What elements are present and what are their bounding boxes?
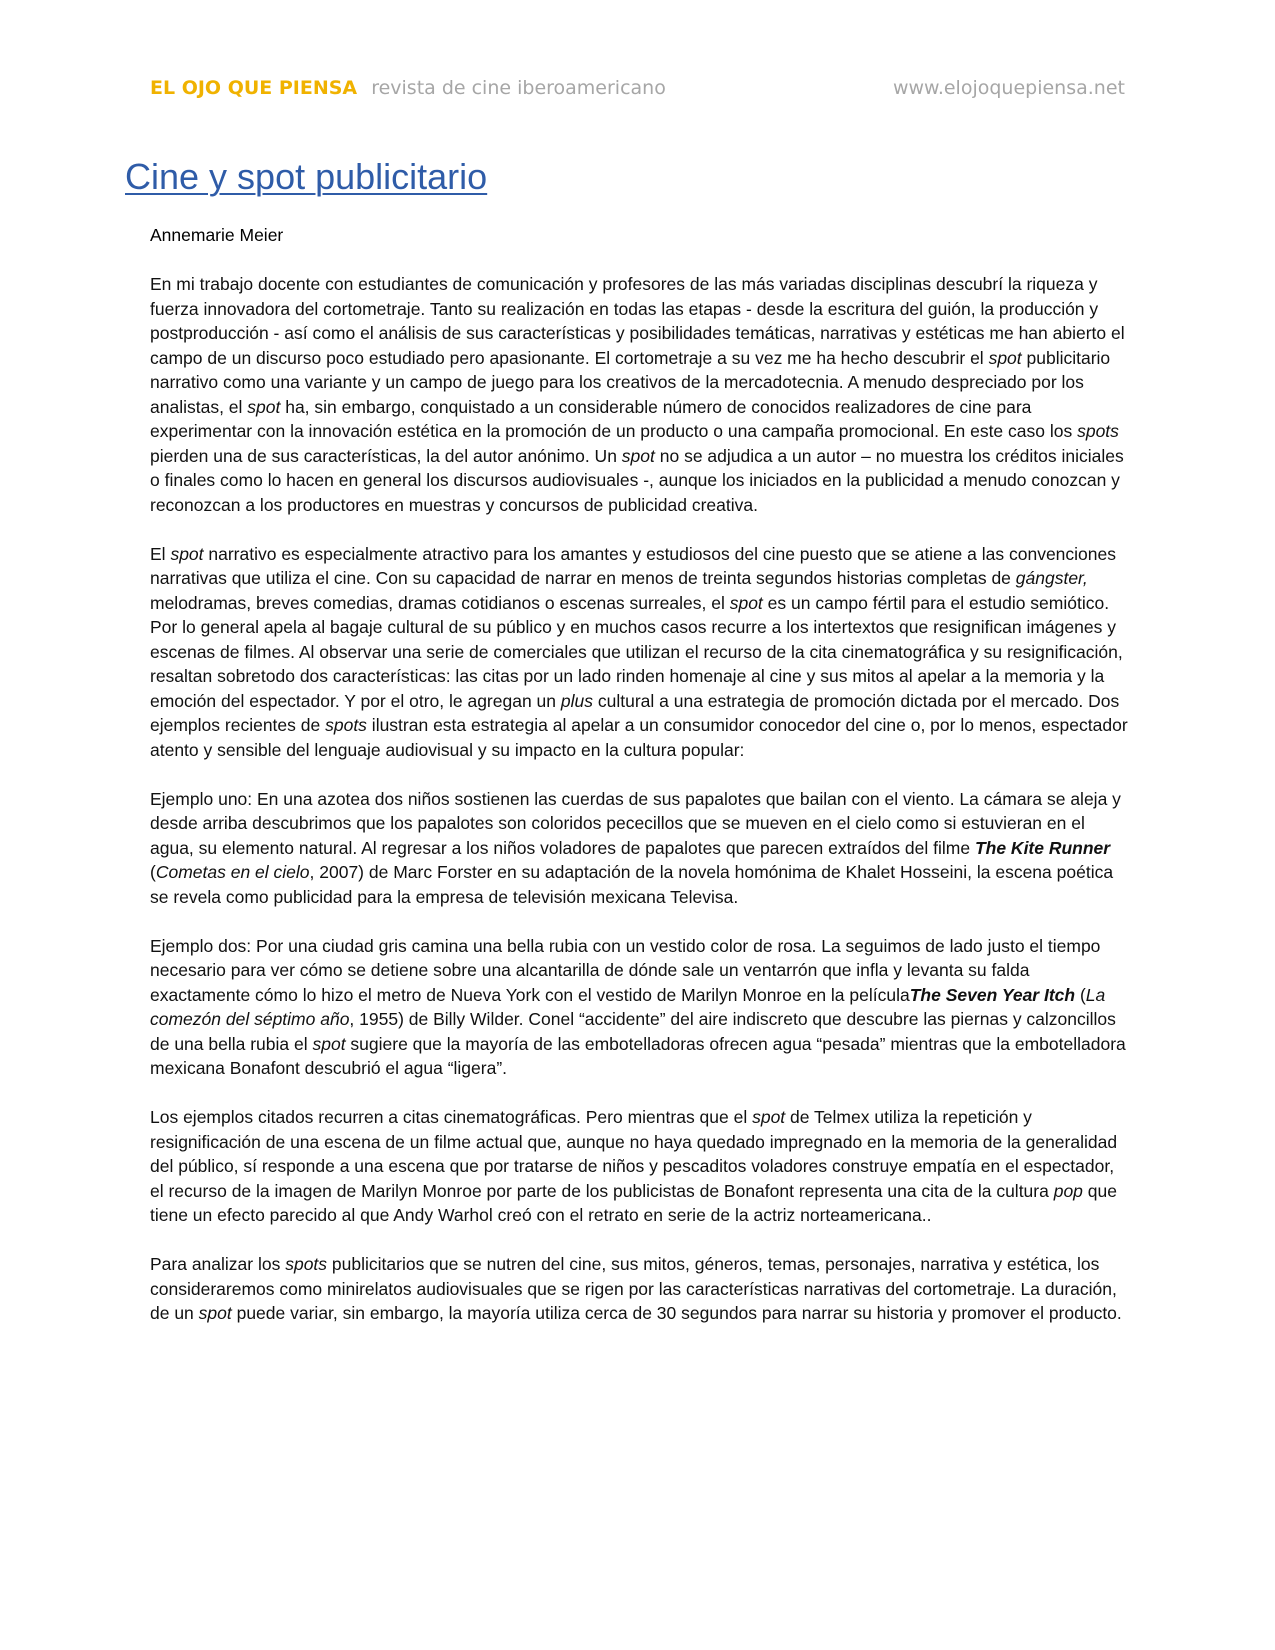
paragraph-text: no se adjudica a un autor – no muestra los créditos iniciales o finales como lo hacen en general los discursos audiovisuales -, aunque los iniciados en la publicidad a menudo conozcan y reconozcan a los productores en muestras y concursos de publicidad creativa. [150, 445, 1124, 515]
paragraph-text: , 1955) de Billy Wilder. Conel “accidente” del aire indiscreto que descubre las piernas y calzoncillos de una bella rubia el [150, 1009, 1116, 1054]
paragraph-text: ha, sin embargo, conquistado a un considerable número de conocidos realizadores de cine para experimentar con la innovación estética en la promoción de un producto o una campaña promocional. En este caso los [150, 396, 1078, 441]
paragraph-text: , 2007) de Marc Forster en su adaptación de la novela homónima de Khalet Hosseini, la escena poética se revela como publicidad para la empresa de televisión mexicana Televisa. [150, 862, 1114, 907]
article-paragraph [150, 1252, 1130, 1326]
paragraph-text: puede variar, sin embargo, la mayoría utiliza cerca de 30 segundos para narrar su historia y promover el producto. [231, 1303, 1122, 1323]
paragraph-text: de Telmex utiliza la repetición y resignificación de una escena de un filme actual que, aunque no haya quedado impregnado en la memoria de la generalidad del público, sí responde a una escena que por tratarse de niños y pescaditos voladores construye empatía en el espectador, el recurso de la imagen de Marilyn Monroe por parte de los publicistas de Bonafont representa una cita de la cultura [150, 1107, 1118, 1201]
paragraph-text: ( [1075, 984, 1086, 1005]
paragraph-text: es un campo fértil para el estudio semiótico. Por lo general apela al bagaje cultural de su público y en muchos casos recurre a los intertextos que resignifican imágenes y escenas de filmes. Al observar una serie de comerciales que utilizan el recurso de la cita cinematográfica y su resignificación, resaltan sobretodo dos características: las citas por un lado rinden homenaje al cine y sus mitos al apelar a la memoria y la emoción del espectador. Y por el otro, le agregan un [150, 592, 1123, 711]
emphasized-text: spot [198, 1303, 232, 1323]
paragraph-text: ( [150, 862, 156, 882]
emphasized-text: Cometas en el cielo [155, 862, 310, 882]
paragraph-text: melodramas, breves comedias, dramas cotidianos o escenas surreales, el [150, 592, 730, 613]
emphasized-text: spot [729, 592, 763, 613]
magazine-tagline: revista de cine iberoamericano [371, 77, 666, 99]
paragraph-text: Los ejemplos citados recurren a citas cinematográficas. Pero mientras que el [150, 1107, 753, 1127]
emphasized-text: gángster, [1015, 568, 1088, 588]
paragraph-text: publicitarios que se nutren del cine, sus mitos, géneros, temas, personajes, narrativa y estética, los consideraremos como minirelatos audiovisuales que se rigen por las características narrativas del cortometraje. La duración, de un [150, 1254, 1117, 1323]
paragraph-text: Para analizar los [150, 1254, 286, 1274]
paragraph-text: sugiere que la mayoría de las embotelladoras ofrecen agua “pesada” mientras que la embotelladora mexicana Bonafont descubrió el agua “ligera”. [150, 1033, 1126, 1078]
emphasized-text: plus [560, 690, 593, 711]
paragraph-text: En mi trabajo docente con estudiantes de comunicación y profesores de las más variadas disciplinas descubrí la riqueza y fuerza innovadora del cortometraje. Tanto su realización en todas las etapas - desde la escritura del guión, la producción y postproducción - así como el análisis de sus características y posibilidades temáticas, narrativas y estéticas me han abierto el campo de un discurso poco estudiado pero apasionante. El cortometraje a su vez me ha hecho descubrir el [150, 274, 1125, 368]
paragraph-text: pierden una de sus características, la del autor anónimo. Un [150, 445, 622, 466]
emphasized-text: spot [621, 445, 655, 466]
emphasized-text: spot [312, 1033, 346, 1054]
emphasized-text: pop [1053, 1180, 1083, 1201]
paragraph-text: que tiene un efecto parecido al que Andy Warhol creó con el retrato en serie de la actriz norteamericana.. [150, 1180, 1117, 1225]
paragraph-text: publicitario narrativo como una variante y un campo de juego para los creativos de la mercadotecnia. A menudo despreciado por los analistas, el [150, 347, 1111, 417]
article-paragraph [150, 1105, 1130, 1228]
article-paragraph [150, 542, 1130, 763]
emphasized-text: spots [285, 1254, 328, 1274]
paragraph-text: cultural a una estrategia de promoción dictada por el mercado. Dos ejemplos recientes de [150, 690, 1120, 735]
emphasized-text: La comezón del séptimo año [150, 984, 1106, 1029]
emphasized-text: spots [325, 715, 367, 735]
article-paragraph [150, 787, 1130, 910]
article-title[interactable]: Cine y spot publicitario [125, 156, 488, 197]
magazine-url[interactable]: www.elojoquepiensa.net [892, 77, 1125, 99]
paragraph-text: narrativo es especialmente atractivo para los amantes y estudiosos del cine puesto que se atiene a las convenciones narrativas que utiliza el cine. Con su capacidad de narrar en menos de treinta segundos historias completas de [150, 543, 1116, 588]
emphasized-text: spot [247, 396, 281, 417]
paragraph-text: ilustran esta estrategia al apelar a un consumidor conocedor del cine o, por lo menos, espectador atento y sensible del lenguaje audiovisual y su impacto en la cultura popular: [150, 715, 1128, 760]
emphasized-text: The Kite Runner [974, 837, 1111, 858]
article-body [150, 272, 1130, 1350]
article-author: Annemarie Meier [150, 225, 284, 245]
magazine-header [150, 75, 666, 101]
article-paragraph [150, 272, 1130, 517]
article-paragraph [150, 934, 1130, 1081]
emphasized-text: spots [1077, 421, 1119, 441]
emphasized-text: spot [170, 543, 204, 564]
emphasized-text: spot [752, 1107, 786, 1127]
paragraph-text: El [150, 543, 171, 564]
paragraph-text: Ejemplo uno: En una azotea dos niños sostienen las cuerdas de sus papalotes que bailan con el viento. La cámara se aleja y desde arriba descubrimos que los papalotes son coloridos pececillos que se mueven en el cielo como si estuvieran en el agua, su elemento natural. Al regresar a los niños voladores de papalotes que parecen extraídos del filme [150, 788, 1121, 858]
emphasized-text: The Seven Year Itch [909, 984, 1076, 1005]
emphasized-text: spot [988, 347, 1022, 368]
magazine-name: EL OJO QUE PIENSA [150, 77, 358, 99]
paragraph-text: Ejemplo dos: Por una ciudad gris camina una bella rubia con un vestido color de rosa. La seguimos de lado justo el tiempo necesario para ver cómo se detiene sobre una alcantarilla de dónde sale un ventarrón que infla y levanta su falda exactamente cómo lo hizo el metro de Nueva York con el vestido de Marilyn Monroe en la película [150, 935, 1101, 1005]
